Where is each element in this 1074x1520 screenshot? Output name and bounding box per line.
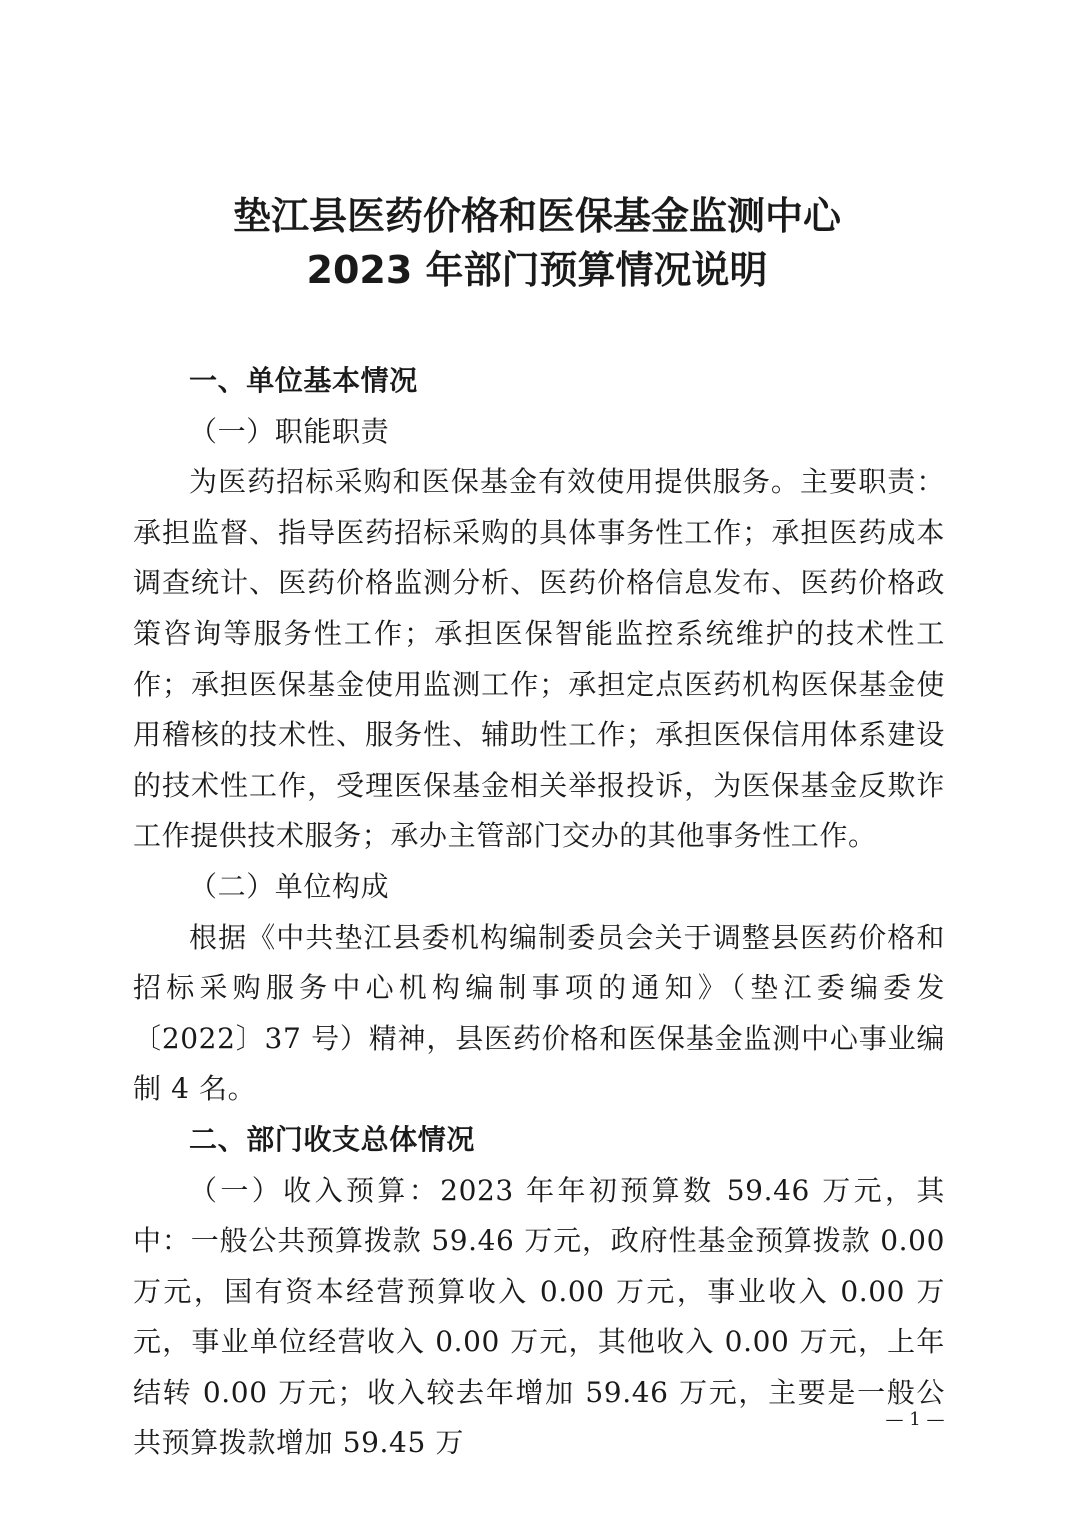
document-title-line1: 垫江县医药价格和医保基金监测中心: [232, 194, 841, 238]
section2-heading: 二、部门收支总体情况: [189, 1122, 476, 1156]
section1-sub1-paragraph: 为医药招标采购和医保基金有效使用提供服务。主要职责：承担监督、指导医药招标采购的具体事务性工作；承担医药成本调查统计、医药价格监测分析、医药价格信息发布、医药价格政策咨询等服务性工作；承担医保智能监控系统维护的技术性工作；承担医保基金使用监测工作；承担定点医药机构医保基金使用稽核的技术性、服务性、辅助性工作；承担医保信用体系建设的技术性工作，受理医保基金相关举报投诉，为医保基金反欺诈工作提供技术服务；承办主管部门交办的其他事务性工作。: [133, 465, 945, 853]
section1-sub2-paragraph: 根据《中共垫江县委机构编制委员会关于调整县医药价格和招标采购服务中心机构编制事项的通知》（垫江委编委发〔2022〕37 号）精神，县医药价格和医保基金监测中心事业编制 4 名。: [133, 920, 945, 1106]
section1-sub1-heading: （一）职能职责: [189, 414, 390, 448]
document-title-line2: 2023 年部门预算情况说明: [306, 248, 768, 292]
page-number: — 1 —: [885, 1409, 945, 1430]
section1-heading: 一、单位基本情况: [189, 364, 418, 397]
section2-sub1-paragraph: （一）收入预算：2023 年年初预算数 59.46 万元，其中：一般公共预算拨款 59.46 万元，政府性基金预算拨款 0.00 万元，国有资本经营预算收入 0.00 万元，事业收入 0.00 万元，事业单位经营收入 0.00 万元，其他收入 0.00 万元，上年结转 0.00 万元；收入较去年增加 59.46 万元，主要是一般公共预算拨款增加 59.45 万: [133, 1173, 945, 1460]
section1-sub2-heading: （二）单位构成: [189, 869, 390, 903]
document-body: [133, 356, 945, 1469]
